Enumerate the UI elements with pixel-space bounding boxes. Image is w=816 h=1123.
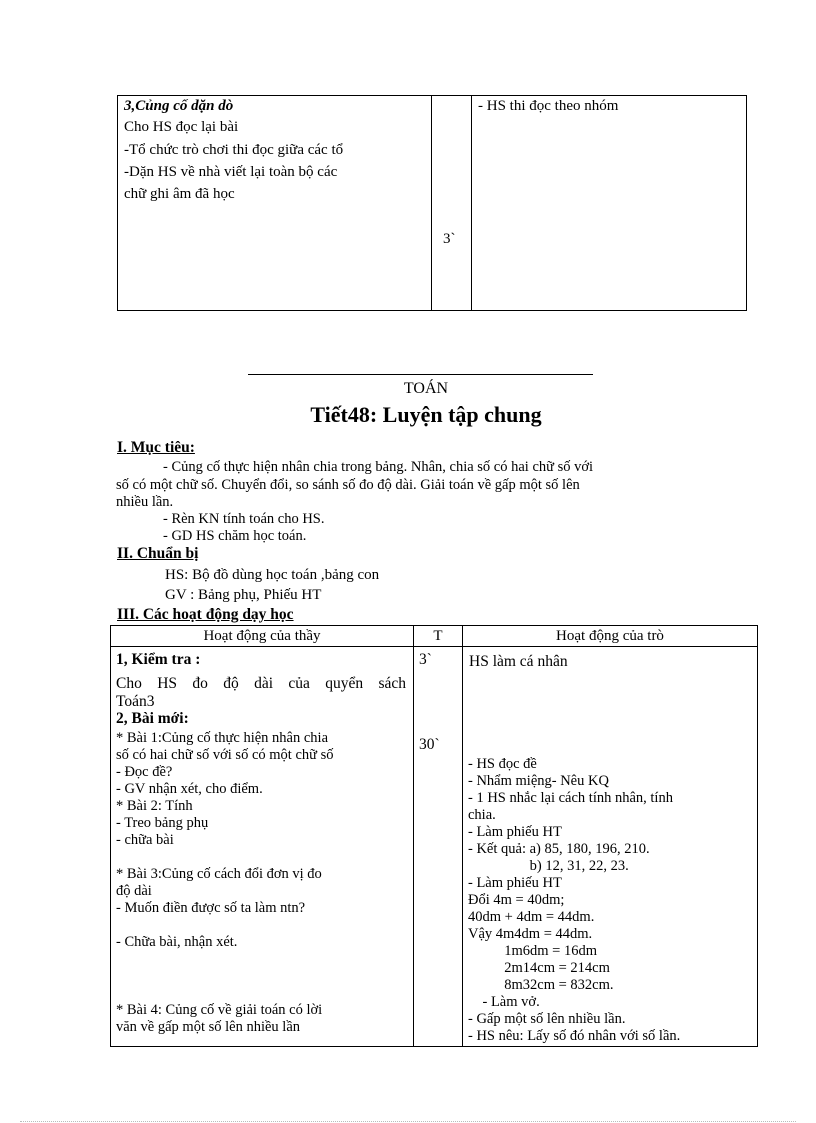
preparation-heading: II. Chuẩn bị [117,545,199,562]
top-table-right-cell [471,95,747,311]
page-bottom-dotted-line [20,1121,796,1122]
top-left-line: Cho HS đọc lại bài [124,119,239,135]
teacher-line: độ dài [116,883,152,899]
student-line: - 1 HS nhắc lại cách tính nhân, tính [468,790,673,806]
header-time-label: T [433,628,443,644]
objectives-line: số có một chữ số. Chuyển đổi, so sánh số đo độ dài. Giải toán về gấp một số lên [116,477,580,493]
header-student-label: Hoạt động của trò [556,628,664,644]
activities-body-time [413,646,463,1047]
subject-title: TOÁN [403,380,449,397]
objectives-line: - GD HS chăm học toán. [163,528,307,544]
time-value: 30` [419,736,440,753]
student-line: b) 12, 31, 22, 23. [468,858,629,874]
objectives-line: - Củng cố thực hiện nhân chia trong bảng. Nhân, chia số có hai chữ số với [163,459,594,475]
student-line: - Gấp một số lên nhiều lần. [468,1011,626,1027]
student-line: 40dm + 4dm = 44dm. [468,909,595,925]
teacher-line: - Đọc đề? [116,764,173,780]
top-left-line: -Tổ chức trò chơi thi đọc giữa các tổ [124,142,344,158]
student-line: 2m14cm = 214cm [468,960,610,976]
teacher-line: * Bài 3:Củng cố cách đổi đơn vị đo [116,866,322,882]
check-heading: 1, Kiểm tra : [116,651,201,668]
teacher-line: Toán3 [116,693,155,710]
top-left-line: -Dặn HS về nhà viết lại toàn bộ các [124,164,338,180]
student-line: 8m32cm = 832cm. [468,977,614,993]
teacher-line: số có hai chữ số với số có một chữ số [116,747,334,763]
student-line: - Kết quả: a) 85, 180, 196, 210. [468,841,650,857]
top-left-line: chữ ghi âm đã học [124,186,235,202]
top-table-time-cell [431,95,472,311]
header-teacher-label: Hoạt động của thầy [203,628,321,644]
section-divider [248,374,593,375]
activities-heading: III. Các hoạt động dạy học [117,606,294,623]
teacher-line: * Bài 4: Củng cố về giải toán có lời [116,1002,323,1018]
teacher-line: * Bài 1:Củng cố thực hiện nhân chia [116,730,329,746]
student-line: - HS nêu: Lấy số đó nhân với số lần. [468,1028,681,1044]
objectives-line: - Rèn KN tính toán cho HS. [163,511,325,527]
teacher-line: - Treo bảng phụ [116,815,209,831]
student-line: - Làm vở. [468,994,540,1010]
teacher-line: - Muốn điền được số ta làm ntn? [116,900,306,916]
objectives-line: nhiều lần. [116,494,174,510]
teacher-line: * Bài 2: Tính [116,798,193,814]
student-line: chia. [468,807,496,823]
student-line: - Làm phiếu HT [468,875,562,891]
student-line: - HS đọc đề [468,756,537,772]
teacher-line: văn về gấp một số lên nhiều lần [116,1019,301,1035]
lesson-title: Tiết48: Luyện tập chung [310,402,542,427]
teacher-line: - chữa bài [116,832,174,848]
top-time-value: 3` [443,231,456,247]
new-lesson-heading: 2, Bài mới: [116,710,189,727]
time-value: 3` [419,651,432,668]
student-line: 1m6dm = 16dm [468,943,598,959]
preparation-line: HS: Bộ đồ dùng học toán ,bảng con [165,567,380,583]
consolidation-heading: 3,Củng cố dặn dò [124,98,234,114]
teacher-line: - GV nhận xét, cho điểm. [116,781,263,797]
teacher-line: Cho HS đo độ dài của quyển sách [116,675,406,692]
student-line: Đổi 4m = 40dm; [468,892,565,908]
student-line: - Nhẩm miệng- Nêu KQ [468,773,609,789]
student-line: - Làm phiếu HT [468,824,562,840]
top-right-line: - HS thi đọc theo nhóm [478,98,619,114]
teacher-line: - Chữa bài, nhận xét. [116,934,238,950]
preparation-line: GV : Bảng phụ, Phiếu HT [165,587,322,603]
student-first-line: HS làm cá nhân [469,653,568,670]
objectives-heading: I. Mục tiêu: [117,439,195,456]
student-line: Vậy 4m4dm = 44dm. [468,926,593,942]
